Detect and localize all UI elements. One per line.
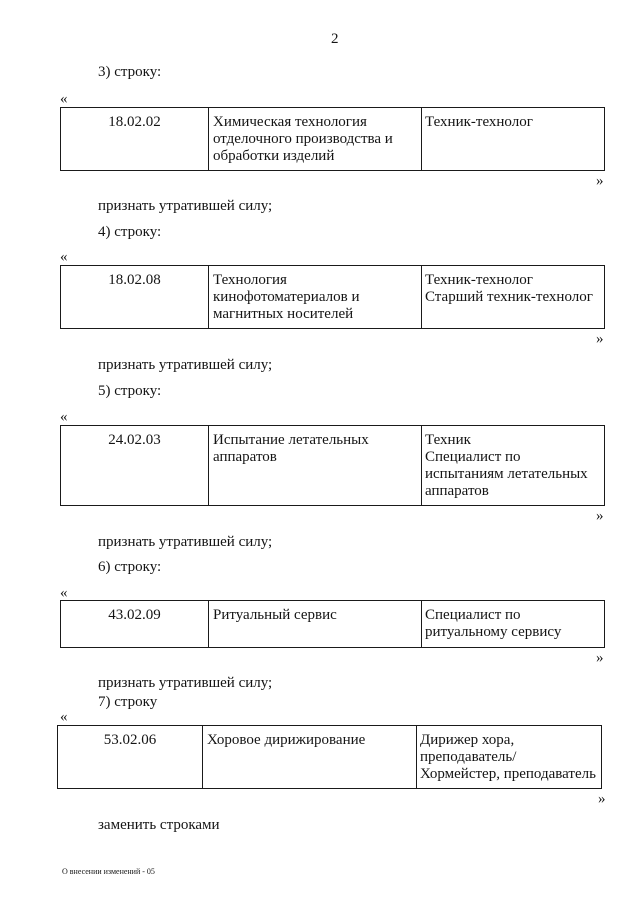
open-quote: « [60, 585, 68, 601]
close-quote: » [596, 173, 604, 189]
close-quote: » [596, 650, 604, 666]
section-label: 5) строку: [98, 383, 162, 399]
qualification-cell: Дирижер хора, преподаватель/ Хормейстер, преподаватель [416, 726, 601, 788]
section-label: 4) строку: [98, 224, 162, 240]
table-row [60, 600, 605, 648]
table-row [60, 425, 605, 506]
section-label: 7) строку [98, 694, 158, 710]
table-row [57, 725, 602, 789]
table-row [60, 265, 605, 329]
section-action: признать утратившей силу; [98, 198, 273, 214]
qualification-cell: Специалист по ритуальному сервису [421, 601, 604, 647]
name-cell: Технология кинофотоматериалов и магнитных носителей [208, 266, 421, 328]
open-quote: « [60, 709, 68, 725]
qualification-cell: Техник-технолог Старший техник-технолог [421, 266, 604, 328]
open-quote: « [60, 91, 68, 107]
close-quote: » [596, 508, 604, 524]
close-quote: » [598, 791, 606, 807]
table-row [60, 107, 605, 171]
section-action: признать утратившей силу; [98, 357, 273, 373]
open-quote: « [60, 249, 68, 265]
name-cell: Хоровое дирижирование [202, 726, 416, 788]
code-cell: 53.02.06 [103, 732, 157, 748]
qualification-cell: Техник Специалист по испытаниям летательных аппаратов [421, 426, 604, 505]
section-action: заменить строками [98, 817, 220, 833]
section-action: признать утратившей силу; [98, 534, 273, 550]
name-cell: Испытание летательных аппаратов [208, 426, 421, 505]
section-action: признать утратившей силу; [98, 675, 273, 691]
name-cell: Ритуальный сервис [208, 601, 421, 647]
open-quote: « [60, 409, 68, 425]
code-cell: 18.02.02 [108, 114, 161, 130]
close-quote: » [596, 331, 604, 347]
qualification-cell: Техник-технолог [421, 108, 604, 170]
code-cell: 24.02.03 [108, 432, 161, 448]
footer-note: О внесении изменений - 05 [62, 867, 155, 876]
section-label: 3) строку: [98, 64, 162, 80]
page-number: 2 [331, 31, 339, 47]
section-label: 6) строку: [98, 559, 162, 575]
code-cell: 18.02.08 [108, 272, 161, 288]
code-cell: 43.02.09 [108, 607, 161, 623]
name-cell: Химическая технология отделочного производства и обработки изделий [208, 108, 421, 170]
